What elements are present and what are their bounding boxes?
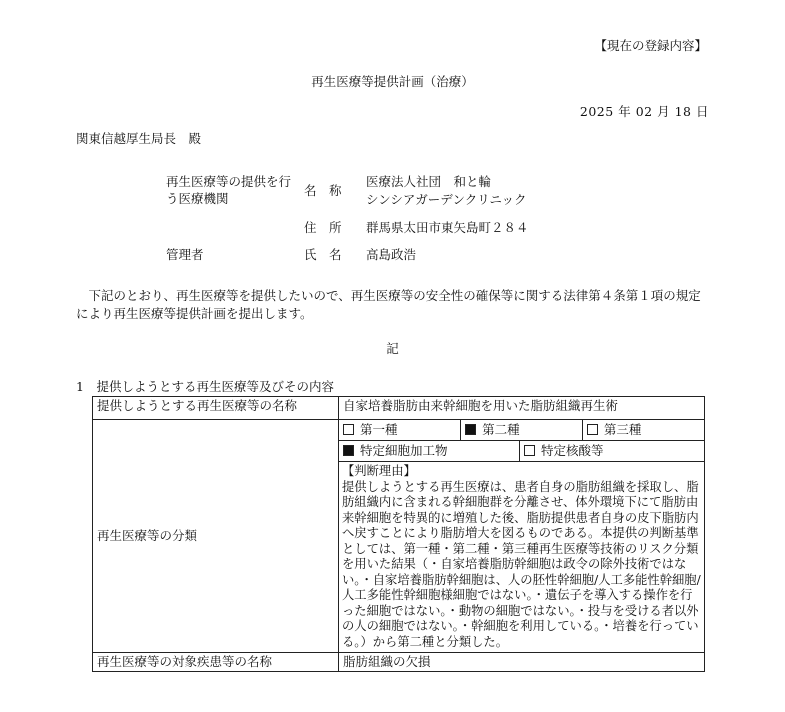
table-row <box>93 420 705 653</box>
section-1-heading: 1 提供しようとする再生医療等及びその内容 <box>76 379 334 394</box>
provider-name-key: 名 称 <box>304 183 342 198</box>
class-option-1: 第一種 <box>339 420 461 441</box>
date-year: 2025 <box>579 104 614 119</box>
type-option-1: 特定細胞加工物 <box>339 441 520 462</box>
table-row <box>93 653 705 672</box>
date-day: 18 <box>674 104 692 119</box>
provider-address: 群馬県太田市東矢島町２８４ <box>366 220 529 235</box>
row2-label: 再生医療等の分類 <box>93 420 339 653</box>
checkbox-class-2 <box>465 424 476 435</box>
reason-title: 【判断理由】 <box>342 464 416 478</box>
date-year-unit: 年 <box>618 104 632 119</box>
table-row <box>93 397 705 420</box>
provider-address-key: 住 所 <box>304 220 342 235</box>
date-month-unit: 月 <box>657 104 671 119</box>
row3-label: 再生医療等の対象疾患等の名称 <box>93 653 339 672</box>
judgment-reason <box>339 462 704 652</box>
intro-paragraph: 下記のとおり、再生医療等を提供したいので、再生医療等の安全性の確保等に関する法律第４条第１項の規定により再生医療等提供計画を提出します。 <box>76 288 701 321</box>
type-options-table <box>339 441 704 462</box>
provider-name-line2: シンシアガーデンクリニック <box>366 192 527 207</box>
manager-name: 高島政浩 <box>366 247 417 262</box>
manager-name-key: 氏 名 <box>304 247 342 262</box>
date-month: 02 <box>635 104 653 119</box>
classification-cell <box>339 420 705 653</box>
type-option-2: 特定核酸等 <box>520 441 705 462</box>
document-title: 再生医療等提供計画（治療） <box>311 74 474 89</box>
checkbox-class-1 <box>343 424 354 435</box>
manager-label: 管理者 <box>166 247 204 262</box>
submission-date <box>580 102 709 120</box>
row1-value: 自家培養脂肪由来幹細胞を用いた脂肪組織再生術 <box>339 397 705 420</box>
class-options-table <box>339 420 704 441</box>
class-option-2: 第二種 <box>461 420 583 441</box>
row1-label: 提供しようとする再生医療等の名称 <box>93 397 339 420</box>
provider-name-line1: 医療法人社団 和と輪 <box>366 174 492 189</box>
addressee: 関東信越厚生局長 殿 <box>76 131 202 146</box>
plan-table <box>92 396 705 672</box>
class-option-3: 第三種 <box>582 420 704 441</box>
reason-text: 提供しようとする再生医療は、患者自身の脂肪組織を採取し、脂肪組織内に含まれる幹細胞群を分離させ、体外環境下にて脂肪由来幹細胞を特異的に増殖した後、脂肪提供患者自身の皮下脂肪内へ戻すことにより脂肪増大を図るものである。本提供の判断基準としては、第一種・第二種・第三種再生医療等技術のリスク分類を用いた結果（・自家培養脂肪幹細胞は政令の除外技術ではない。・自家培養脂肪幹細胞は、人の胚性幹細胞/人工多能性幹細胞/人工多能性幹細胞様細胞ではない。・遺伝子を導入する操作を行った細胞ではない。・動物の細胞ではない。・投与を受ける者以外の人の細胞ではない。・幹細胞を利用している。・培養を行っている。）から第二種と分類した。 <box>342 479 701 649</box>
checkbox-type-2 <box>524 445 535 456</box>
provider-label: 再生医療等の提供を行う医療機関 <box>166 174 292 206</box>
ki-heading: 記 <box>386 341 399 356</box>
checkbox-class-3 <box>587 424 598 435</box>
date-day-unit: 日 <box>695 104 709 119</box>
checkbox-type-1 <box>343 445 354 456</box>
row3-value: 脂肪組織の欠損 <box>339 653 705 672</box>
registration-status-label: 【現在の登録内容】 <box>594 38 707 53</box>
